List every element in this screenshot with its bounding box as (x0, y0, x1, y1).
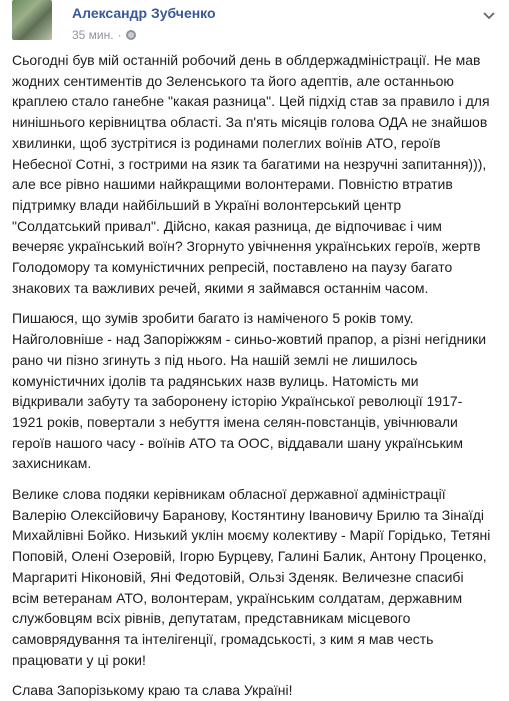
post-header (12, 0, 497, 48)
author-avatar[interactable] (12, 0, 52, 40)
post-meta (72, 0, 216, 43)
post-paragraph-1: Сьогодні був мій останній робочий день в облдержадміністрації. Не мав жодних сентиментів до Зеленського та його адептів, але останньою краплею стало ганебне "какая разница". Цей підхід став за правило і для нинішнього керівництва області. За п'ять місяців голова ОДА не знайшов хвилинки, щоб зустрітися із родинами полеглих воїнів АТО, героїв Небесної Сотні, з гострими на язик та багатими на незручні запитання))), але все рівно нашими найкращими волонтерами. Повністю втратив підтримку влади найбільший в Україні волонтерський центр "Солдатський привал". Дійсно, какая разница, де відпочиває і чим вечеряє український воїн? Згорнуто увічнення українських героїв, жертв Голодомору та комуністичних репресій, поставлено на паузу багато знакових та важливих речей, якими я займався останнім часом. (12, 52, 490, 296)
chevron-down-icon[interactable] (481, 8, 497, 24)
author-name-link[interactable]: Александр Зубченко (72, 5, 216, 21)
post-subline (72, 27, 216, 43)
globe-icon[interactable] (126, 30, 136, 40)
post-body (12, 50, 497, 701)
post-paragraph-3: Велике слова подяки керівникам обласної державної адміністрації Валерію Олексійовичу Баранову, Костянтину Івановичу Брилю та Зінаїді Михайлівні Бойко. Низький уклін моєму колективу - Марії Горідько, Тетяні Поповій, Олені Озеровій, Ігорю Бурцеву, Галині Балик, Антону Проценко, Маргариті Ніконовій, Яні Федотовій, Ользі Зденяк. Величезне спасибі всім ветеранам АТО, волонтерам, українським солдатам, державним службовцям всіх рівнів, депутатам, представникам місцевого самоврядування та інтелігенції, громадськості, з ким я мав честь працювати у ці роки! (12, 486, 491, 668)
post-paragraph-4: Слава Запорізькому краю та слава Україні! (12, 682, 293, 699)
post-paragraph-2: Пишаюся, що зумів зробити багато із наміченого 5 років тому. Найголовніше - над Запоріжжям - синьо-жовтий прапор, а різні негідники рано чи пізно згинуть з під нього. На нашій землі не лишилось комуністичних ідолів та радянських назв вулиць. Натомість ми відкривали забуту та заборонену історію Української революції 1917-1921 років, повертали з небуття імена селян-повстанців, увічнювали героїв нашого часу - воїнів АТО та ООС, віддавали шану українським захисникам. (12, 310, 487, 472)
post-timestamp[interactable]: 35 мин. (72, 28, 114, 42)
separator-dot: · (117, 28, 122, 42)
